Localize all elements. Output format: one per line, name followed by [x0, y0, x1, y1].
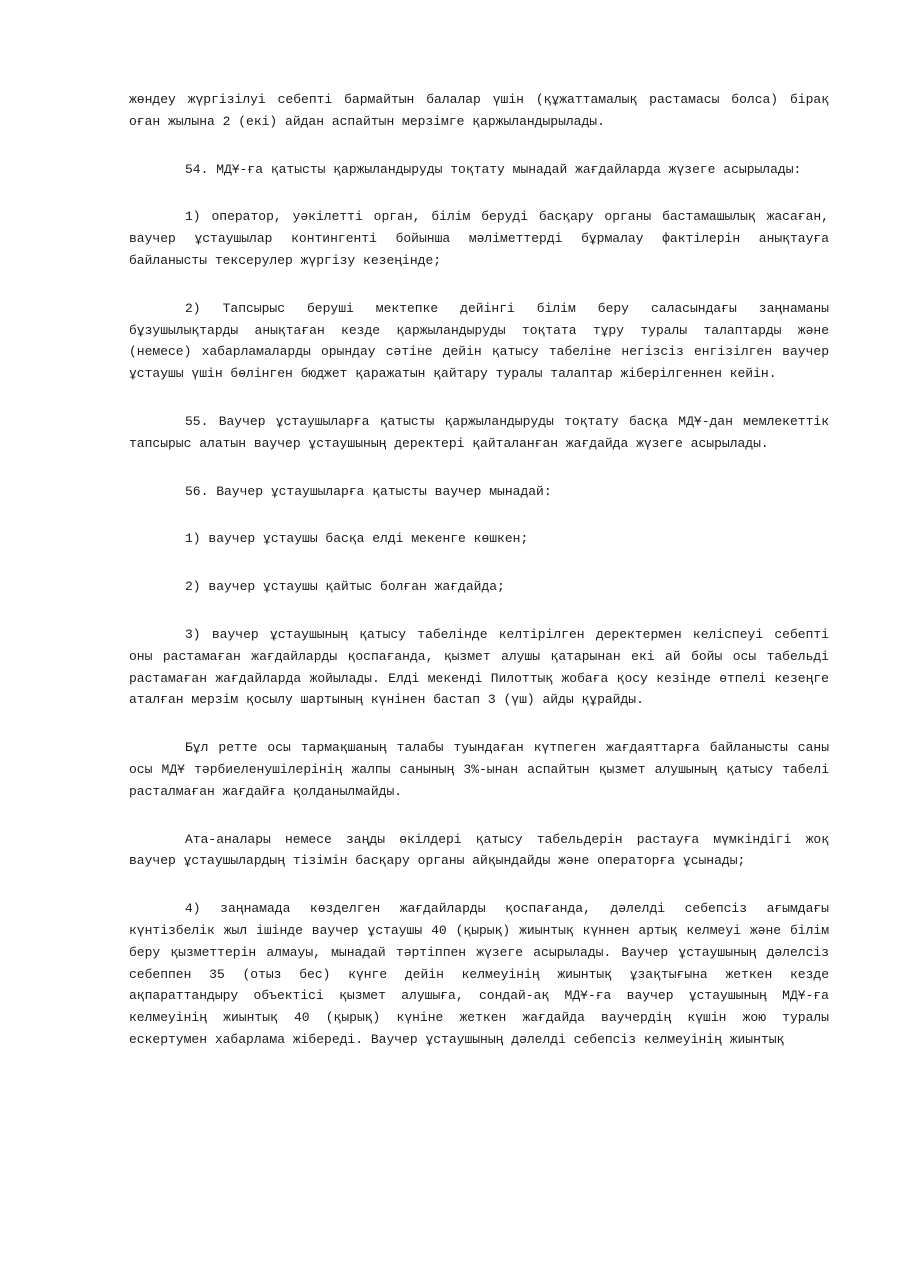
paragraph-item-3-note: Бұл ретте осы тармақшаның талабы туындаған күтпеген жағдаяттарға байланысты саны осы МДҰ тәрбиеленушілерінің жалпы санының 3%-ынан аспайтын қызмет алушының қатысу табелі расталмаған жағдайға қолданылмайды.	[129, 740, 829, 799]
paragraph-clause-56-item-1: 1) ваучер ұстаушы басқа елді мекенге көшкен;	[185, 531, 529, 547]
paragraph-clause-56-item-3: 3) ваучер ұстаушының қатысу табелінде келтірілген деректермен келіспеуі себепті оны растамаған жағдайларды қоспағанда, қызмет алушы қатарынан екі ай бойы осы табельді растамаған жағдайларда жойылады. Елді мекенді Пилоттық жобаға қосу кезінде өтпелі кезеңге аталған мерзім қосылу шартының күнінен бастап 3 (үш) айды құрайды.	[129, 626, 829, 708]
paragraph-continuation: жөндеу жүргізілуі себепті бармайтын балалар үшін (құжаттамалық растамасы болса) бірақ оған жылына 2 (екі) айдан аспайтын мерзімге қаржыландырылады.	[129, 92, 829, 129]
paragraph-clause-54: 54. МДҰ-ға қатысты қаржыландыруды тоқтату мынадай жағдайларда жүзеге асырылады:	[185, 161, 802, 177]
paragraph-clause-55: 55. Ваучер ұстаушыларға қатысты қаржыландыруды тоқтату басқа МДҰ-дан мемлекеттік тапсырыс алатын ваучер ұстаушының деректері қайталанған жағдайда жүзеге асырылады.	[129, 413, 829, 451]
paragraph-item-3-parents: Ата-аналары немесе заңды өкілдері қатысу табельдерін растауға мүмкіндігі жоқ ваучер ұстаушылардың тізімін басқару органы айқындайды және операторға ұсынады;	[129, 831, 829, 869]
paragraph-clause-56: 56. Ваучер ұстаушыларға қатысты ваучер мынадай:	[185, 483, 552, 499]
paragraph-clause-54-item-1: 1) оператор, уәкілетті орган, білім беруді басқару органы бастамашылық жасаған, ваучер ұстаушылар контингенті бойынша мәліметтерді бұрмалау фактілерін анықтауға байланысты тексерулер жүргізу кезеңінде;	[129, 209, 829, 268]
paragraph-clause-56-item-4: 4) заңнамада көзделген жағдайларды қоспағанда, дәлелді себепсіз ағымдағы күнтізбелік жыл ішінде ваучер ұстаушы 40 (қырық) жиынтық күннен артық келмеуі және білім беру қызметтерін алмауы, мынадай тәртіппен жүзеге асырылады. Ваучер ұстаушының дәлелсіз себеппен 35 (отыз бес) күнге дейін келмеуінің жиынтық ұзақтығына жеткен кезде ақпараттандыру объектісі қызмет алушыға, сондай-ақ МДҰ-ға ваучер ұстаушының МДҰ-ға келмеуінің жиынтық 40 (қырық) күніне жеткен жағдайда ваучердің күшін жою туралы ескертумен хабарлама жібереді. Ваучер ұстаушының дәлелді себепсіз келмеуінің жиынтық	[129, 901, 829, 1047]
paragraph-clause-56-item-2: 2) ваучер ұстаушы қайтыс болған жағдайда;	[185, 579, 505, 595]
document-body	[129, 89, 829, 1051]
paragraph-clause-54-item-2: 2) Тапсырыс беруші мектепке дейінгі білім беру саласындағы заңнаманы бұзушылықтарды анықтаған кезде қаржыландыруды тоқтата тұру туралы талаптарды және (немесе) хабарламаларды орындау сәтіне дейін қатысу табеліне негізсіз енгізілген ваучер ұстаушы үшін бөлінген бюджет қаражатын қайтару туралы талаптар жіберілгеннен кейін.	[129, 300, 829, 382]
